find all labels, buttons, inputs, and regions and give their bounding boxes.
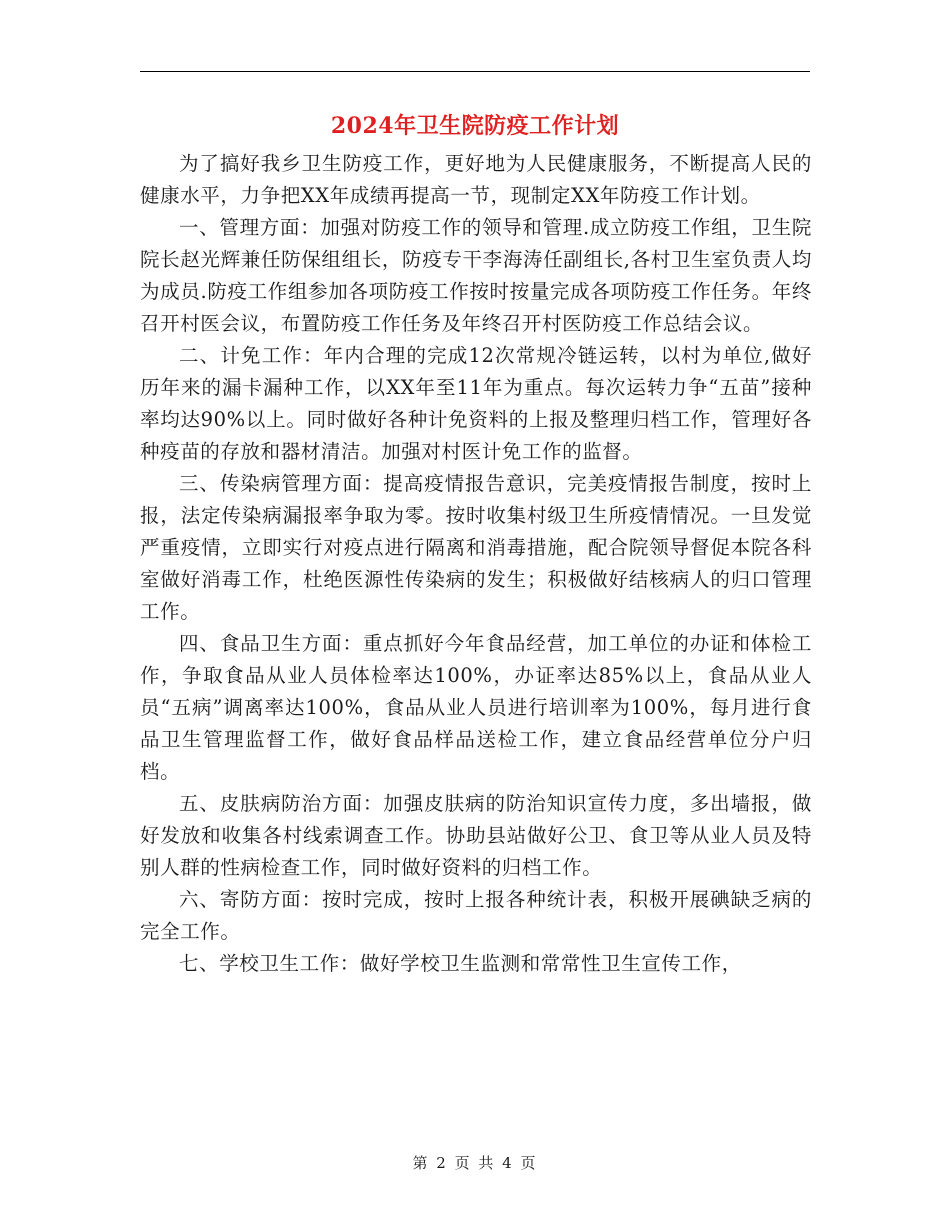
- page-number-footer: 第 2 页 共 4 页: [412, 1154, 538, 1172]
- paragraph-infectious-disease: 三、传染病管理方面：提高疫情报告意识，完美疫情报告制度，按时上报，法定传染病漏报率争取为零。按时收集村级卫生所疫情情况。一旦发觉严重疫情，立即实行对疫点进行隔离和消毒措施，配合院领导督促本院各科室做好消毒工作，杜绝医源性传染病的发生；积极做好结核病人的归口管理工作。: [140, 472, 812, 623]
- paragraph-immunization: 二、计免工作：年内合理的完成12次常规冷链运转，以村为单位,做好历年来的漏卡漏种工作，以XX年至11年为重点。每次运转力争“五苗”接种率均达90%以上。同时做好各种计免资料的上报及整理归档工作，管理好各种疫苗的存放和器材清洁。加强对村医计免工作的监督。: [140, 344, 812, 463]
- paragraph-intro: 为了搞好我乡卫生防疫工作，更好地为人民健康服务，不断提高人民的健康水平，力争把XX年成绩再提高一节，现制定XX年防疫工作计划。: [140, 152, 812, 207]
- document-title: 2024年卫生院防疫工作计划: [330, 113, 620, 139]
- paragraph-management: 一、管理方面：加强对防疫工作的领导和管理.成立防疫工作组，卫生院院长赵光辉兼任防保组组长，防疫专干李海涛任副组长,各村卫生室负责人均为成员.防疫工作组参加各项防疫工作按时按量完成各项防疫工作任务。年终召开村医会议，布置防疫工作任务及年终召开村医防疫工作总结会议。: [140, 216, 812, 335]
- document-body: [140, 148, 812, 980]
- paragraph-school-hygiene: 七、学校卫生工作：做好学校卫生监测和常常性卫生宣传工作，: [179, 952, 742, 975]
- header-rule: [140, 71, 810, 72]
- paragraph-food-hygiene: 四、食品卫生方面：重点抓好今年食品经营，加工单位的办证和体检工作，争取食品从业人员体检率达100%，办证率达85%以上，食品从业人员“五病”调离率达100%，食品从业人员进行培训率为100%，每月进行食品卫生管理监督工作，做好食品样品送检工作，建立食品经营单位分户归档。: [140, 632, 812, 783]
- paragraph-endemic-disease: 六、寄防方面：按时完成，按时上报各种统计表，积极开展碘缺乏病的完全工作。: [140, 888, 812, 943]
- paragraph-skin-disease: 五、皮肤病防治方面：加强皮肤病的防治知识宣传力度，多出墙报，做好发放和收集各村线索调查工作。协助县站做好公卫、食卫等从业人员及特别人群的性病检查工作，同时做好资料的归档工作。: [140, 792, 812, 879]
